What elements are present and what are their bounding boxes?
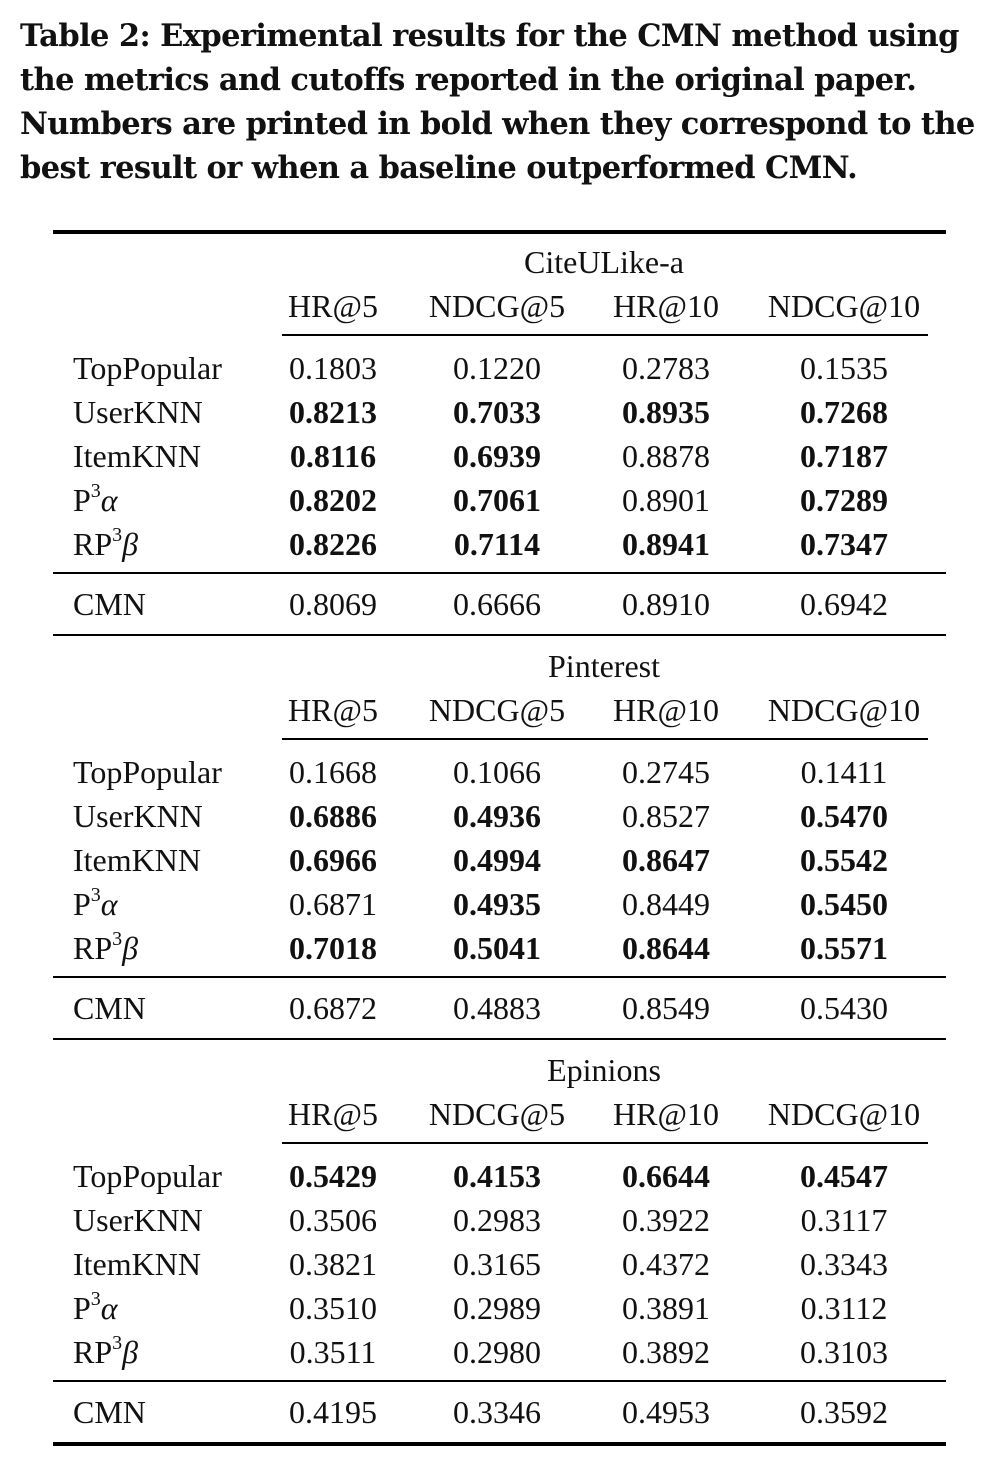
table-cell: 0.3117	[800, 1202, 888, 1238]
table-cell: 0.5542	[800, 842, 888, 878]
table-cell: 0.3511	[289, 1334, 377, 1370]
table-cell: 0.4153	[453, 1158, 541, 1194]
table-cell: 0.3821	[289, 1246, 377, 1282]
table-rule	[53, 572, 946, 574]
table-cell: 0.5429	[289, 1158, 377, 1194]
method-label-greek: α	[100, 482, 118, 518]
table-cell: 0.4994	[453, 842, 541, 878]
table-cell: 0.8644	[622, 930, 710, 966]
table-cell: 0.8549	[622, 990, 710, 1026]
column-header: HR@10	[613, 288, 719, 324]
table-cell: 0.3343	[800, 1246, 888, 1282]
method-label-base: P	[73, 886, 91, 922]
method-label-superscript: 3	[112, 524, 123, 547]
table-cell: 0.7268	[800, 394, 888, 430]
method-label	[73, 1334, 138, 1370]
column-header: HR@10	[613, 692, 719, 728]
column-header: HR@5	[288, 288, 378, 324]
table-cell: 0.8226	[289, 526, 377, 562]
method-label: TopPopular	[73, 754, 222, 790]
method-label-greek: β	[122, 1334, 139, 1370]
table-cell: 0.1535	[800, 350, 888, 386]
table-cell: 0.4935	[453, 886, 541, 922]
table-cell: 0.2745	[622, 754, 710, 790]
method-label-base: RP	[73, 1334, 113, 1370]
table-cell: 0.6939	[453, 438, 541, 474]
table-cell: 0.8527	[622, 798, 710, 834]
table-cell: 0.8935	[622, 394, 710, 430]
table-cell: 0.3112	[800, 1290, 888, 1326]
table-cell: 0.8878	[622, 438, 710, 474]
method-label: CMN	[73, 1394, 146, 1430]
method-label-greek: α	[100, 1290, 118, 1326]
method-label-superscript: 3	[112, 1332, 123, 1355]
table-cell: 0.8069	[289, 586, 377, 622]
table-cell: 0.3165	[453, 1246, 541, 1282]
table-cell: 0.3922	[622, 1202, 710, 1238]
table-cell: 0.8449	[622, 886, 710, 922]
table-cell: 0.5470	[800, 798, 888, 834]
method-label	[73, 930, 138, 966]
column-header: HR@10	[613, 1096, 719, 1132]
table-cell: 0.7018	[289, 930, 377, 966]
table-cell: 0.3506	[289, 1202, 377, 1238]
method-label-base: RP	[73, 526, 113, 562]
method-label-base: RP	[73, 930, 113, 966]
table-cell: 0.8941	[622, 526, 710, 562]
table-cell: 0.3892	[622, 1334, 710, 1370]
column-header: HR@5	[288, 1096, 378, 1132]
table-cell: 0.2980	[453, 1334, 541, 1370]
dataset-name: CiteULike-a	[524, 244, 684, 280]
table-cell: 0.5450	[800, 886, 888, 922]
table-cell: 0.5571	[800, 930, 888, 966]
method-label-superscript: 3	[112, 928, 123, 951]
method-label-greek: α	[100, 886, 118, 922]
table-cell: 0.4883	[453, 990, 541, 1026]
dataset-name: Epinions	[547, 1052, 661, 1088]
method-label: TopPopular	[73, 1158, 222, 1194]
table-cell: 0.3891	[622, 1290, 710, 1326]
table-cell: 0.6644	[622, 1158, 710, 1194]
method-label-superscript: 3	[90, 480, 101, 503]
method-label: ItemKNN	[73, 438, 201, 474]
table-cell: 0.6886	[289, 798, 377, 834]
table-cell: 0.6871	[289, 886, 377, 922]
table-cell: 0.4936	[453, 798, 541, 834]
column-header: NDCG@5	[428, 1096, 566, 1132]
table-rule	[53, 1380, 946, 1382]
column-header: NDCG@10	[767, 1096, 921, 1132]
table-caption: Table 2: Experimental results for the CMN method using the metrics and cutoffs reported in the original paper. Numbers are printed in bold when they correspond to the best result or when a baseline outperformed CMN.	[20, 18, 975, 186]
table-cell: 0.8910	[622, 586, 710, 622]
table-rule	[53, 1442, 946, 1446]
table-cell: 0.1220	[453, 350, 541, 386]
column-header: NDCG@10	[767, 692, 921, 728]
table-cell: 0.8647	[622, 842, 710, 878]
table-cell: 0.7187	[800, 438, 888, 474]
column-header: HR@5	[288, 692, 378, 728]
table-cell: 0.3510	[289, 1290, 377, 1326]
column-header: NDCG@5	[428, 288, 566, 324]
table-cell: 0.7347	[800, 526, 888, 562]
table-rule	[53, 634, 946, 636]
table-cell: 0.7033	[453, 394, 541, 430]
table-cell: 0.7061	[453, 482, 541, 518]
table-cell: 0.4195	[289, 1394, 377, 1430]
table-cell: 0.4372	[622, 1246, 710, 1282]
method-label: ItemKNN	[73, 842, 201, 878]
table-cell: 0.3592	[800, 1394, 888, 1430]
table-cell: 0.8202	[289, 482, 377, 518]
table-cell: 0.7289	[800, 482, 888, 518]
method-label	[73, 886, 118, 922]
table-cell: 0.1066	[453, 754, 541, 790]
table-rule	[53, 976, 946, 978]
table-cell: 0.5430	[800, 990, 888, 1026]
method-label-greek: β	[122, 930, 139, 966]
table-cell: 0.8901	[622, 482, 710, 518]
dataset-name: Pinterest	[548, 648, 660, 684]
table-cell: 0.5041	[453, 930, 541, 966]
header-underline	[282, 1142, 928, 1144]
table-cell: 0.3103	[800, 1334, 888, 1370]
table-cell: 0.8116	[289, 438, 377, 474]
table-cell: 0.6666	[453, 586, 541, 622]
header-underline	[282, 334, 928, 336]
method-label: UserKNN	[73, 394, 203, 430]
table-cell: 0.2989	[453, 1290, 541, 1326]
table-rule	[53, 1038, 946, 1040]
table-cell: 0.6966	[289, 842, 377, 878]
table-cell: 0.4547	[800, 1158, 888, 1194]
table-cell: 0.2783	[622, 350, 710, 386]
table-cell: 0.1803	[289, 350, 377, 386]
method-label: UserKNN	[73, 1202, 203, 1238]
table-cell: 0.1668	[289, 754, 377, 790]
table-rule	[53, 230, 946, 234]
table-cell: 0.1411	[800, 754, 888, 790]
table-cell: 0.4953	[622, 1394, 710, 1430]
table-cell: 0.3346	[453, 1394, 541, 1430]
method-label	[73, 482, 118, 518]
method-label: CMN	[73, 586, 146, 622]
table-cell: 0.7114	[453, 526, 541, 562]
table-cell: 0.6872	[289, 990, 377, 1026]
method-label	[73, 526, 138, 562]
method-label	[73, 1290, 118, 1326]
method-label-superscript: 3	[90, 884, 101, 907]
method-label-greek: β	[122, 526, 139, 562]
table-cell: 0.6942	[800, 586, 888, 622]
method-label: TopPopular	[73, 350, 222, 386]
method-label-superscript: 3	[90, 1288, 101, 1311]
method-label-base: P	[73, 482, 91, 518]
method-label: CMN	[73, 990, 146, 1026]
method-label-base: P	[73, 1290, 91, 1326]
column-header: NDCG@10	[767, 288, 921, 324]
table-cell: 0.2983	[453, 1202, 541, 1238]
header-underline	[282, 738, 928, 740]
method-label: ItemKNN	[73, 1246, 201, 1282]
table-cell: 0.8213	[289, 394, 377, 430]
method-label: UserKNN	[73, 798, 203, 834]
column-header: NDCG@5	[428, 692, 566, 728]
